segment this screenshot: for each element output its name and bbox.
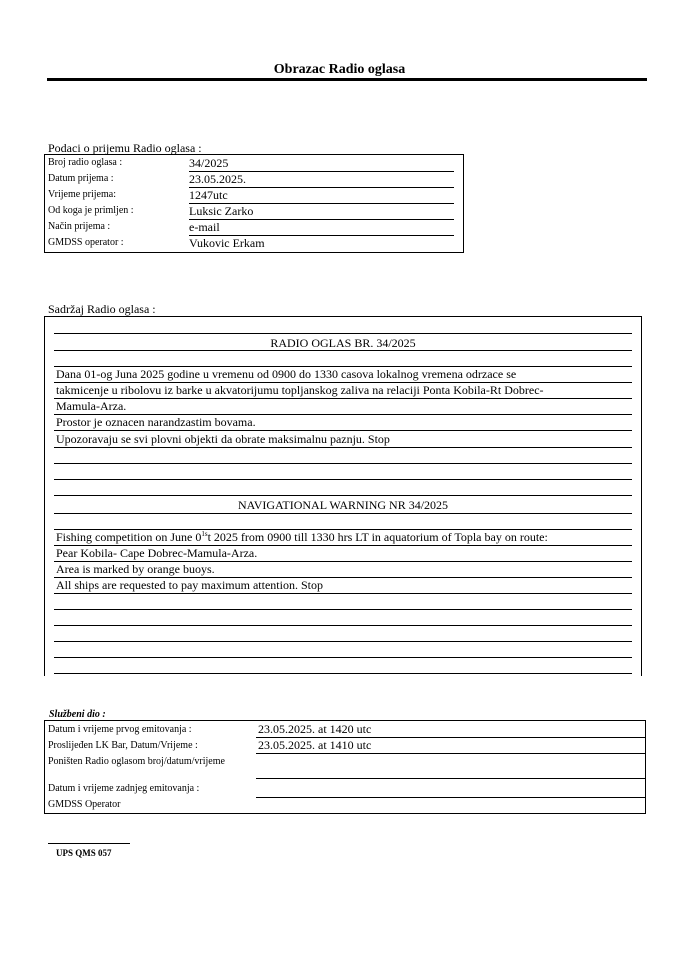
en-text-line: All ships are requested to pay maximum attention. Stop <box>56 578 323 592</box>
official-label-first-broadcast: Datum i vrijeme prvog emitovanja : <box>48 724 192 735</box>
content-line <box>54 333 632 334</box>
content-line <box>54 350 632 351</box>
intake-label-sender: Od koga je primljen : <box>48 205 134 216</box>
local-text-line: Prostor je oznacen narandzastim bovama. <box>56 415 256 429</box>
title-underline <box>47 78 647 81</box>
content-line <box>54 479 632 480</box>
intake-label-operator: GMDSS operator : <box>48 237 124 248</box>
content-line <box>54 398 632 399</box>
content-line <box>54 430 632 431</box>
intake-label-method: Način prijema : <box>48 221 111 232</box>
intake-label-date: Datum prijema : <box>48 173 114 184</box>
official-section-label: Službeni dio : <box>49 709 106 720</box>
intake-label-time: Vrijeme prijema: <box>48 189 116 200</box>
official-value-forwarded: 23.05.2025. at 1410 utc <box>258 738 372 752</box>
content-section-label: Sadržaj Radio oglasa : <box>48 302 156 316</box>
intake-value-sender: Luksic Zarko <box>189 204 454 220</box>
official-label-cancelled: Poništen Radio oglasom broj/datum/vrijeme <box>48 756 225 767</box>
intake-section-label: Podaci o prijemu Radio oglasa : <box>48 141 202 155</box>
local-text-line: takmicenje u ribolovu iz barke u akvatorijumu topljanskog zaliva na relaciji Ponta Kobila-Rt Dobrec- <box>56 383 544 397</box>
content-line <box>54 447 632 448</box>
content-line <box>54 463 632 464</box>
document-title: Obrazac Radio oglasa <box>273 62 406 77</box>
content-line <box>54 609 632 610</box>
footer-code: UPS QMS 057 <box>56 848 112 858</box>
intake-value-time: 1247utc <box>189 188 454 204</box>
intake-value-number: 34/2025 <box>189 156 454 172</box>
local-text-line: Dana 01-og Juna 2025 godine u vremenu od 0900 do 1330 casova lokalnog vremena odrzace se <box>56 367 517 381</box>
intake-value-operator: Vukovic Erkam <box>189 236 265 250</box>
intake-value-date: 23.05.2025. <box>189 172 454 188</box>
content-line <box>54 641 632 642</box>
local-text-line: Upozoravaju se svi plovni objekti da obrate maksimalnu paznju. Stop <box>56 432 390 446</box>
content-line <box>54 495 632 496</box>
content-line <box>54 657 632 658</box>
en-text-line: Area is marked by orange buoys. <box>56 562 215 576</box>
en-text-line: Pear Kobila- Cape Dobrec-Mamula-Arza. <box>56 546 258 560</box>
content-line <box>54 625 632 626</box>
official-line <box>256 778 646 779</box>
local-warning-heading: RADIO OGLAS BR. 34/2025 <box>270 336 416 350</box>
content-line <box>54 673 632 674</box>
intake-label-number: Broj radio oglasa : <box>48 157 123 168</box>
official-value-first-broadcast: 23.05.2025. at 1420 utc <box>258 722 372 736</box>
en-text-line: Fishing competition on June $0^{1s}t$ 2025 from 0900 till 1330 hrs LT in aquatorium of Topla bay on route: <box>56 530 548 544</box>
navigational-warning-heading: NAVIGATIONAL WARNING NR 34/2025 <box>237 498 449 512</box>
official-line <box>256 797 646 798</box>
official-label-forwarded: Proslijeđen LK Bar, Datum/Vrijeme : <box>48 740 198 751</box>
content-line <box>54 593 632 594</box>
intake-value-method: e-mail <box>189 220 454 236</box>
official-label-operator: GMDSS Operator <box>48 799 121 810</box>
footer-rule <box>48 843 130 844</box>
official-line <box>256 753 646 754</box>
official-label-last-broadcast: Datum i vrijeme zadnjeg emitovanja : <box>48 783 200 794</box>
local-text-line: Mamula-Arza. <box>56 399 127 413</box>
content-line <box>54 513 632 514</box>
